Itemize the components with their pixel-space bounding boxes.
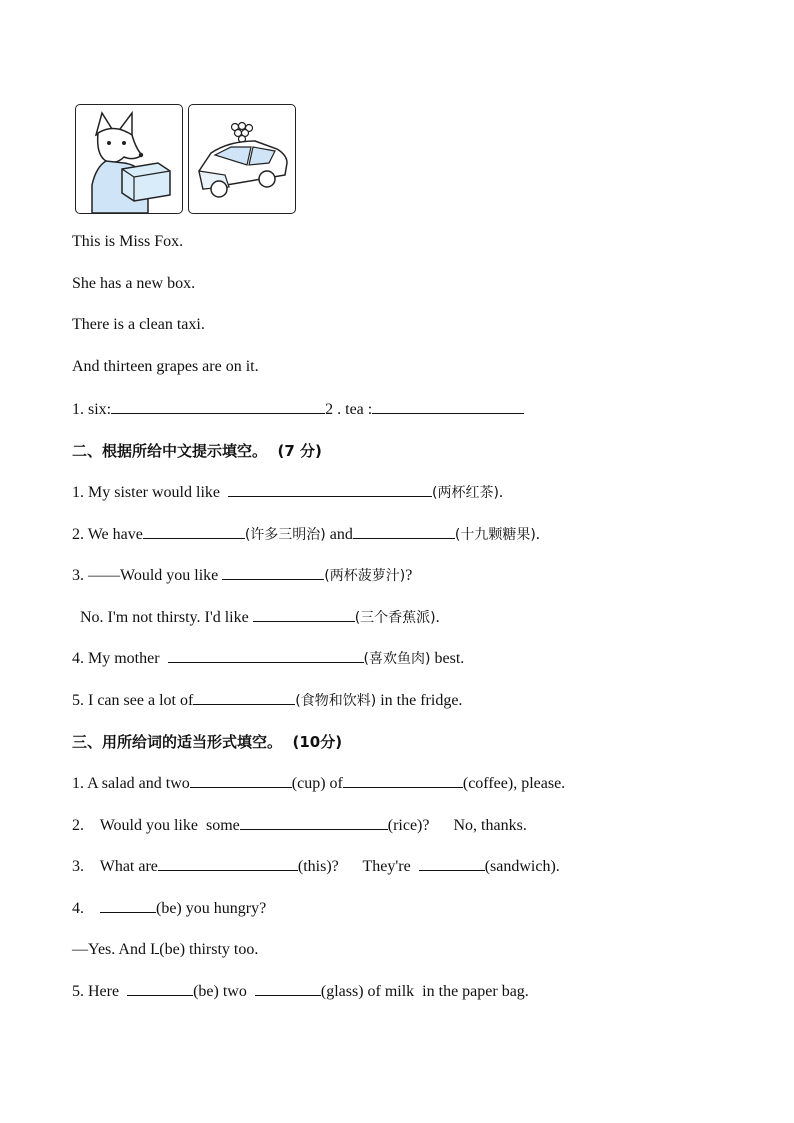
question-3-4-reply xyxy=(72,939,258,960)
hint-text: (两杯菠萝汁) xyxy=(324,568,406,584)
answer-blank[interactable] xyxy=(228,482,432,497)
question-number: 4. xyxy=(72,900,84,917)
question-text: ? xyxy=(405,567,413,584)
answer-blank[interactable] xyxy=(190,773,292,788)
question-number: 2. xyxy=(72,817,84,834)
question-text: 5. Here xyxy=(72,983,120,1000)
answer-blank[interactable] xyxy=(100,898,156,913)
question-text: 3. ——Would you like xyxy=(72,567,219,584)
word-line xyxy=(72,399,524,420)
answer-blank[interactable] xyxy=(193,690,295,705)
question-text: 4. My mother xyxy=(72,650,160,667)
hint-text: (喜欢鱼肉) xyxy=(363,651,431,667)
question-text: —Yes. And I xyxy=(72,941,156,958)
answer-blank[interactable] xyxy=(158,856,298,871)
question-3-4 xyxy=(72,898,266,919)
word-hint: (rice)? xyxy=(387,817,430,834)
answer-blank[interactable] xyxy=(343,773,463,788)
question-text: . xyxy=(535,526,540,543)
story-line: She has a new box. xyxy=(72,275,196,292)
question-text: They're xyxy=(362,858,411,875)
hint-text: (食物和饮料) xyxy=(295,693,377,709)
answer-blank[interactable] xyxy=(143,524,245,539)
section-2-score: (7 分) xyxy=(277,442,322,460)
question-text: 2. We have xyxy=(72,526,143,543)
answer-blank[interactable] xyxy=(419,856,485,871)
hint-text: (许多三明治) xyxy=(244,527,326,543)
word-hint: (cup) of xyxy=(291,775,343,792)
fox-picture xyxy=(75,104,183,214)
word-item-2: 2 . tea : xyxy=(325,401,373,418)
question-2-2 xyxy=(72,524,540,545)
question-text: No, thanks. xyxy=(453,817,527,834)
question-2-3-reply xyxy=(80,607,440,628)
answer-blank[interactable] xyxy=(255,981,321,996)
question-3-5 xyxy=(72,981,529,1002)
question-2-3 xyxy=(72,565,412,586)
answer-blank[interactable] xyxy=(222,565,324,580)
fox-holding-box-icon xyxy=(76,105,182,213)
hint-text: (两杯红茶) xyxy=(432,485,499,501)
hint-text: (十九颗糖果) xyxy=(454,527,536,543)
question-number: 3. xyxy=(72,858,84,875)
word-hint: (coffee), please. xyxy=(462,775,566,792)
section-3-score: (10分) xyxy=(292,733,343,751)
word-hint: (this)? xyxy=(297,858,339,875)
story-line: There is a clean taxi. xyxy=(72,316,205,333)
question-text: . xyxy=(498,484,503,501)
section-2-title: 二、根据所给中文提示填空。 xyxy=(72,442,268,460)
answer-blank[interactable] xyxy=(372,399,524,414)
question-text: 1. A salad and two xyxy=(72,775,190,792)
word-hint: (glass) of milk in the paper bag. xyxy=(320,983,529,1000)
answer-blank[interactable] xyxy=(240,815,388,830)
answer-blank[interactable] xyxy=(253,607,355,622)
question-3-2 xyxy=(72,815,527,836)
question-text: and xyxy=(329,526,353,543)
answer-blank[interactable] xyxy=(168,648,364,663)
section-3-title: 三、用所给词的适当形式填空。 xyxy=(72,733,283,751)
question-text: . xyxy=(435,609,440,626)
question-text: 5. I can see a lot of xyxy=(72,692,194,709)
question-text: Would you like some xyxy=(99,817,240,834)
question-2-1 xyxy=(72,482,503,503)
story-line: This is Miss Fox. xyxy=(72,233,184,250)
taxi-picture xyxy=(188,104,296,214)
word-hint: (sandwich). xyxy=(484,858,560,875)
question-text: in the fridge. xyxy=(380,692,463,709)
section-3-heading xyxy=(72,732,342,752)
question-3-3 xyxy=(72,856,560,877)
question-2-4 xyxy=(72,648,464,669)
answer-blank[interactable] xyxy=(111,399,325,414)
question-text: No. I'm not thirsty. I'd like xyxy=(80,609,249,626)
word-hint: (be) you hungry? xyxy=(156,900,267,917)
story-line: And thirteen grapes are on it. xyxy=(72,358,259,375)
hint-text: (三个香蕉派) xyxy=(354,610,436,626)
taxi-with-grapes-icon xyxy=(189,105,295,213)
question-text: What are xyxy=(99,858,158,875)
question-2-5 xyxy=(72,690,462,711)
question-text: best. xyxy=(434,650,465,667)
question-text: 1. My sister would like xyxy=(72,484,220,501)
answer-blank[interactable] xyxy=(127,981,193,996)
answer-blank[interactable] xyxy=(353,524,455,539)
question-3-1 xyxy=(72,773,565,794)
word-hint: (be) thirsty too. xyxy=(159,941,259,958)
section-2-heading xyxy=(72,441,322,461)
word-item-1: 1. six: xyxy=(72,401,112,418)
word-hint: (be) two xyxy=(193,983,247,1000)
